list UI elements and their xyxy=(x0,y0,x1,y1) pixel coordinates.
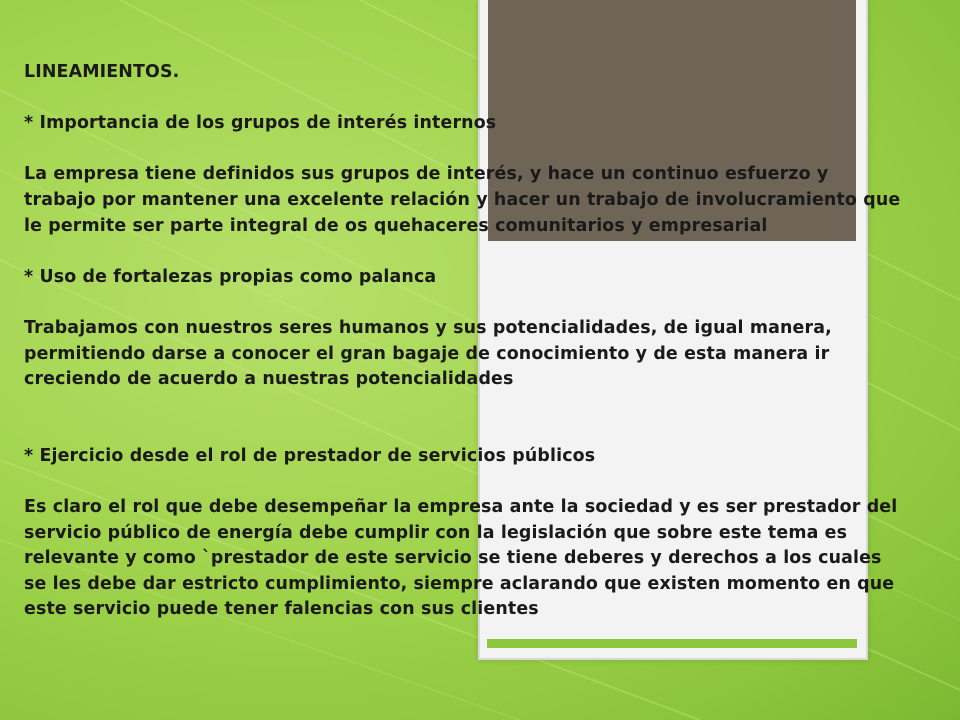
paragraph-line: permitiendo darse a conocer el gran bagaje de conocimiento y de esta manera ir xyxy=(24,343,830,364)
paragraph-line: este servicio puede tener falencias con sus clientes xyxy=(24,599,539,620)
paragraph-line: La empresa tiene definidos sus grupos de interés, y hace un continuo esfuerzo y xyxy=(24,164,829,185)
slide-heading: LINEAMIENTOS. xyxy=(24,62,180,82)
paragraph-line: le permite ser parte integral de os quehaceres comunitarios y empresarial xyxy=(24,215,768,236)
paragraph-line: relevante y como `prestador de este servicio se tiene deberes y derechos a los cuales xyxy=(24,548,882,569)
slide-body xyxy=(24,60,924,623)
section-title: * Ejercicio desde el rol de prestador de servicios públicos xyxy=(24,445,596,466)
paragraph-line: servicio público de energía debe cumplir con la legislación que sobre este tema es xyxy=(24,522,848,543)
paragraph-line: Es claro el rol que debe desempeñar la empresa ante la sociedad y es ser prestador del xyxy=(24,497,898,518)
paragraph-line: se les debe dar estricto cumplimiento, siempre aclarando que existen momento en que xyxy=(24,573,895,594)
section-title: * Uso de fortalezas propias como palanca xyxy=(24,266,437,287)
paragraph-line: creciendo de acuerdo a nuestras potencialidades xyxy=(24,369,514,390)
accent-bar xyxy=(487,639,857,648)
paragraph-line: trabajo por mantener una excelente relación y hacer un trabajo de involucramiento que xyxy=(24,189,901,210)
section-title: * Importancia de los grupos de interés internos xyxy=(24,113,497,134)
paragraph-line: Trabajamos con nuestros seres humanos y sus potencialidades, de igual manera, xyxy=(24,317,832,338)
